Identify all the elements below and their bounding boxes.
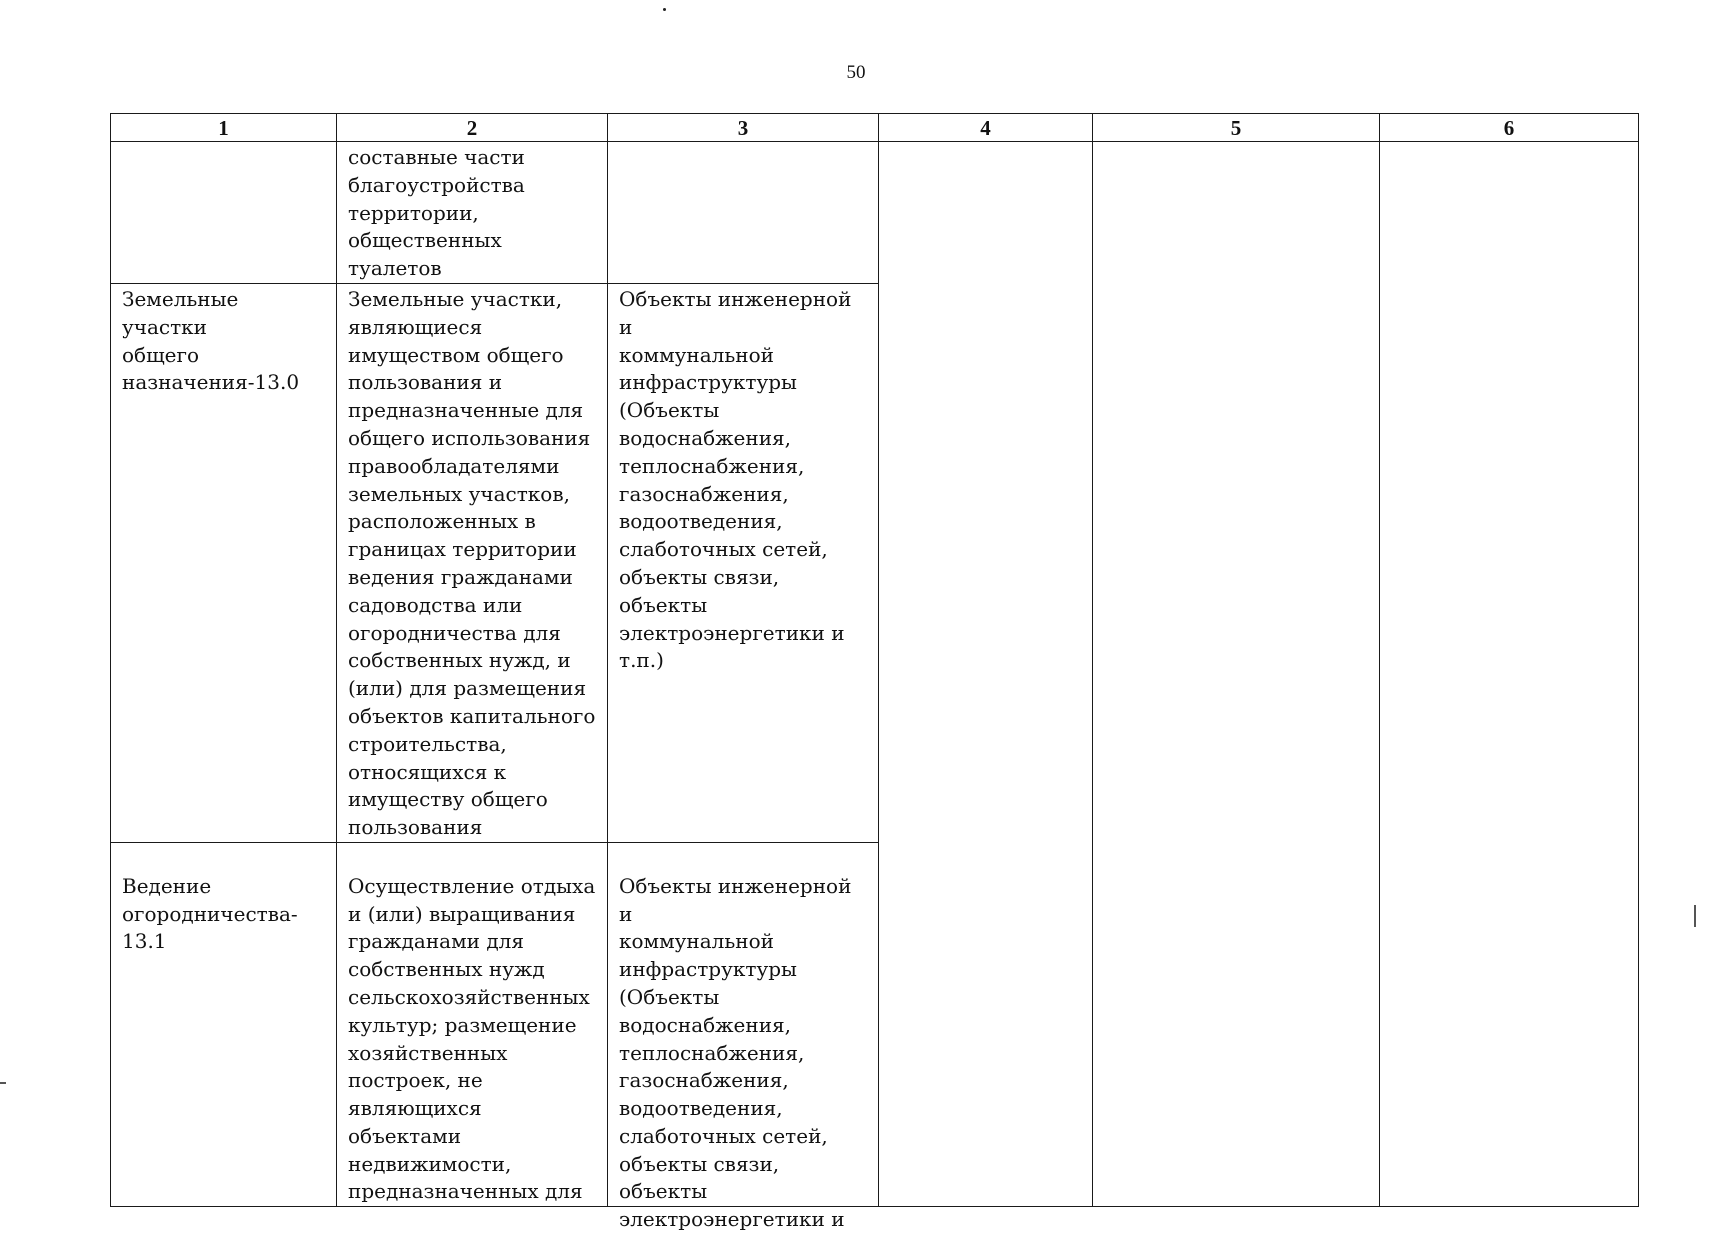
cell-column-6 xyxy=(1380,142,1639,1207)
cell-land-use-type-text: Ведение огородничества- 13.1 xyxy=(122,873,298,954)
cell-auxiliary-use: Объекты инженерной и коммунальной инфраструктуры (Объекты водоснабжения, теплоснабжения, газоснабжения, водоотведения, слаботочных сетей, объекты связи, объекты электроэнергетики и т.п.) xyxy=(608,283,879,842)
scan-edge-mark xyxy=(0,1082,6,1084)
cell-description: составные части благоустройства территории, общественных туалетов xyxy=(337,142,608,284)
page-number: 50 xyxy=(846,62,866,83)
column-header-4: 4 xyxy=(879,114,1093,142)
cell-description-text: Осуществление отдыха и (или) выращивания гражданами для собственных нужд сельскохозяйственных культур; размещение хозяйственных построек, не являющихся объектами недвижимости, предназначенных для xyxy=(348,873,596,1204)
cell-column-5 xyxy=(1093,142,1380,1207)
column-header-3: 3 xyxy=(608,114,879,142)
column-header-6: 6 xyxy=(1380,114,1639,142)
table-row xyxy=(111,142,1639,284)
cell-description xyxy=(337,842,608,1206)
scan-dot-mark xyxy=(663,8,666,11)
cell-land-use-type xyxy=(111,842,337,1206)
cell-land-use-type: Земельные участки общего назначения-13.0 xyxy=(111,283,337,842)
regulation-table xyxy=(110,113,1639,1232)
column-header-5: 5 xyxy=(1093,114,1380,142)
cell-auxiliary-use xyxy=(608,842,879,1232)
cell-description: Земельные участки, являющиеся имуществом общего пользования и предназначенные для общего использования правообладателями земельных участков, расположенных в границах территории ведения гражданами садоводства или огородничества для собственных нужд, и (или) для размещения объектов капитального строительства, относящихся к имуществу общего пользования xyxy=(337,283,608,842)
column-header-2: 2 xyxy=(337,114,608,142)
table-header-row xyxy=(111,114,1639,142)
scan-edge-mark xyxy=(1694,905,1696,927)
cell-land-use-type xyxy=(111,142,337,284)
cell-column-4 xyxy=(879,142,1093,1207)
cell-auxiliary-use xyxy=(608,142,879,284)
cell-auxiliary-use-text: Объекты инженерной и коммунальной инфраструктуры (Объекты водоснабжения, теплоснабжения, газоснабжения, водоотведения, слаботочных сетей, объекты связи, объекты электроэнергетики и xyxy=(619,873,852,1232)
column-header-1: 1 xyxy=(111,114,337,142)
